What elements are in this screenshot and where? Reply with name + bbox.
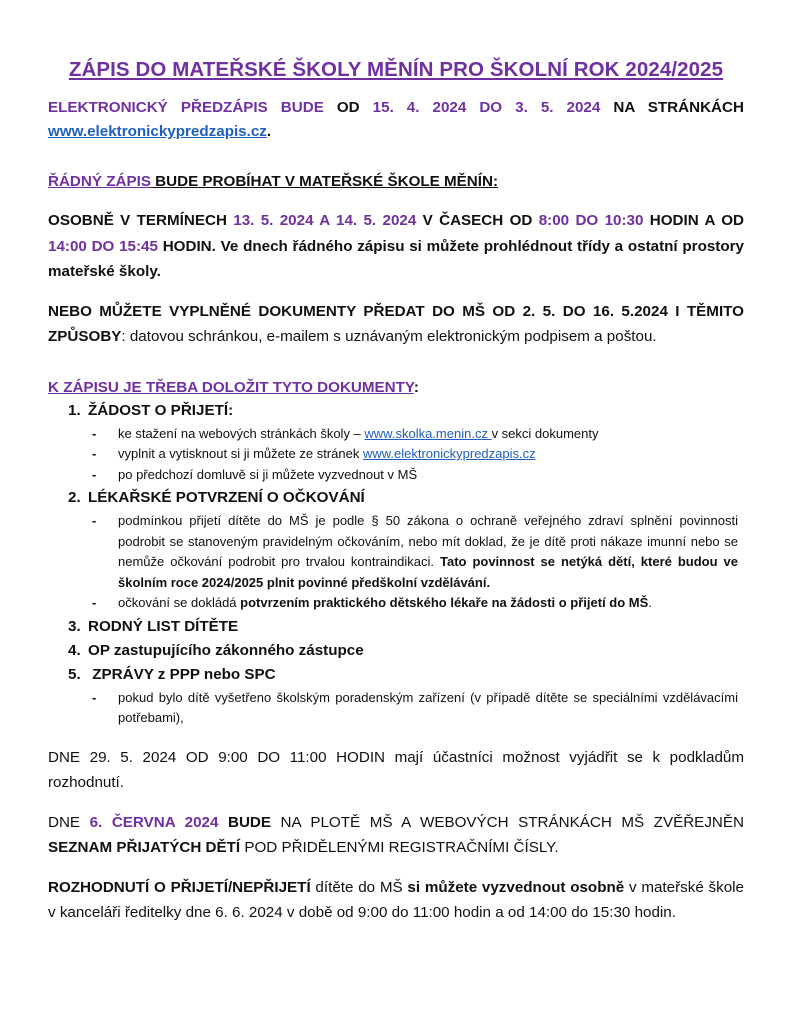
osobne-text-3: HODIN A OD [643,212,745,229]
sub-list-item: - pokud bylo dítě vyšetřeno školským poradenským zařízení (v případě dítěte se speciálními vzdělávacími potřebami), [92,689,738,725]
sub-item-text: ke stažení na webových stránkách školy – [118,425,365,441]
sub-item-bold-text: potvrzením praktického dětského lékaře na žádosti o přijetí do MŠ [240,595,649,610]
rozhodnuti-bold-1: ROZHODNUTÍ O PŘIJETÍ/NEPŘIJETÍ [48,878,311,896]
dne-podklady-paragraph: DNE 29. 5. 2024 OD 9:00 DO 11:00 HODIN mají účastníci možnost vyjádřit se k podkladům rozhodnutí. [48,748,744,791]
predat-bold: NEBO MŮŽETE VYPLNĚNÉ DOKUMENTY PŘEDAT DO MŠ OD 2. 5. DO 16. 5.2024 I TĚMITO ZPŮSOBY [48,302,744,345]
predzapis-do: DO [479,99,503,116]
page-title: ZÁPIS DO MATEŘSKÉ ŠKOLY MĚNÍN PRO ŠKOLNÍ ROK 2024/2025 [68,58,724,81]
predzapis-link[interactable]: www.elektronickypredzapis.cz [48,123,267,140]
sub-list-item: - ke stažení na webových stránkách školy – www.skolka.menin.cz v sekci dokumenty [92,425,599,441]
radny-zapis-label: ŘÁDNÝ ZÁPIS [48,173,151,190]
list-item-number: 3. [68,617,81,635]
list-item-title: ZPRÁVY z PPP nebo SPC [88,665,276,683]
list-item-number: 1. [68,401,81,419]
skolka-link[interactable]: www.skolka.menin.cz [364,425,492,441]
predzapis-end: . [266,123,272,140]
list-item [48,640,744,662]
osobne-text-4: HODIN. Ve dnech řádného zápisu si můžete prohlédnout třídy a ostatní prostory mateřské školy. [48,237,744,280]
sub-item-text: v sekci dokumenty [491,425,599,441]
osobne-time-1: 8:00 DO 10:30 [538,212,644,229]
document-page [48,58,744,926]
list-item [48,400,744,486]
list-item-title: LÉKAŘSKÉ POTVRZENÍ O OČKOVÁNÍ [88,489,365,506]
sub-list [88,511,744,614]
sub-item-text: . [648,595,652,610]
sub-list-item: - po předchozí domluvě si ji můžete vyzvednout v MŠ [92,466,418,482]
sub-item-text: po předchozí domluvě si ji můžete vyzvednout v MŠ [118,466,418,482]
list-item [48,487,744,614]
seznam-text-3: POD PŘIDĚLENÝMI REGISTRAČNÍMI ČÍSLY. [240,839,559,856]
sub-list-item: - vyplnit a vytisknout si ji můžete ze stránek www.elektronickypredzapis.cz [92,446,536,461]
predat-rest: : datovou schránkou, e-mailem s uznávaným elektronickým podpisem a poštou. [121,328,657,345]
predzapis-paragraph [48,96,744,144]
sub-list-item: - podmínkou přijetí dítěte do MŠ je podle § 50 zákona o ochraně veřejného zdraví splnění povinnosti podrobit se stanoveným pravidelným očkováním, nebo mít doklad, že je dítě proti nákaze imunní nebo se nemůže očkování podrobit pro trvalou kontraindikaci. Tato povinnost se netýká dětí, které budou ve školním roce 2024/2025 plnit povinné předškolní vzdělávání. [92,513,738,590]
predzapis-date-from: 15. 4. 2024 [372,99,467,116]
list-item-title: RODNÝ LIST DÍTĚTE [88,617,239,635]
list-item [48,616,744,638]
documents-list [48,400,744,729]
osobne-time-2: 14:00 DO 15:45 [48,237,158,255]
sub-list-item: - očkování se dokládá potvrzením praktického dětského lékaře na žádosti o přijetí do MŠ. [92,595,652,610]
docs-heading [48,376,744,400]
seznam-bold: SEZNAM PŘIJATÝCH DĚTÍ [48,839,241,856]
rozhodnuti-paragraph [48,875,744,926]
predzapis-date-to: 3. 5. 2024 [515,99,601,116]
osobne-text-1: OSOBNĚ V TERMÍNECH [48,212,234,229]
sub-list [88,424,744,486]
list-item [48,664,744,729]
list-item-number: 2. [68,489,81,506]
list-item-title: OP zastupujícího zákonného zástupce [88,641,364,659]
predzapis-od: OD [336,99,360,116]
radny-zapis-rest: BUDE PROBÍHAT V MATEŘSKÉ ŠKOLE MĚNÍN: [150,173,499,190]
seznam-date: 6. ČERVNA 2024 [89,813,219,831]
osobne-dates: 13. 5. 2024 A 14. 5. 2024 [233,212,417,229]
sub-item-text: podmínkou přijetí dítěte do MŠ je podle § 50 zákona o ochraně veřejného zdraví splnění povinnosti podrobit se stanoveným pravidelným očkováním, nebo mít doklad, že je dítě proti nákaze imunní nebo se nemůže očkování podrobit pro trvalou kontraindikaci. [118,513,738,569]
osobne-text-2: V ČASECH OD [416,212,539,229]
rozhodnuti-bold-2: si můžete vyzvednout osobně [407,878,625,896]
list-item-number: 5. [68,665,81,683]
radny-zapis-heading [48,170,744,194]
sub-item-text: pokud bylo dítě vyšetřeno školským poradenským zařízení (v případě dítěte se speciálními vzdělávacími potřebami), [118,689,738,725]
predzapis-na-strankach: NA STRÁNKÁCH [613,99,744,116]
list-item-number: 4. [68,641,81,659]
predzapis-link-2[interactable]: www.elektronickypredzapis.cz [362,446,536,461]
list-item-title: ŽÁDOST O PŘIJETÍ: [88,401,234,419]
osobne-paragraph [48,208,744,285]
seznam-text-2: NA PLOTĚ MŠ A WEBOVÝCH STRÁNKÁCH MŠ ZVĚŘEJNĚN [271,813,744,831]
seznam-text-1: DNE [48,813,90,831]
predat-paragraph [48,299,744,350]
sub-item-text: očkování se dokládá [118,595,241,610]
predzapis-lead: ELEKTRONICKÝ PŘEDZÁPIS BUDE [48,99,324,116]
sub-item-bold-text: Tato povinnost se netýká dětí, které budou ve školním roce 2024/2025 plnit povinné předškolní vzdělávání. [118,554,738,590]
sub-list [88,688,744,729]
seznam-bude: BUDE [218,813,272,831]
seznam-paragraph [48,810,744,861]
rozhodnuti-text-2: v mateřské škole v kanceláři ředitelky dne 6. 6. 2024 v době od 9:00 do 11:00 hodin a od 14:00 do 15:30 hodin. [48,878,744,921]
rozhodnuti-text-1: dítěte do MŠ [310,878,408,896]
sub-item-text: vyplnit a vytisknout si ji můžete ze stránek [118,446,363,461]
docs-heading-colon: : [413,378,419,396]
docs-heading-label: K ZÁPISU JE TŘEBA DOLOŽIT TYTO DOKUMENTY [48,378,414,396]
